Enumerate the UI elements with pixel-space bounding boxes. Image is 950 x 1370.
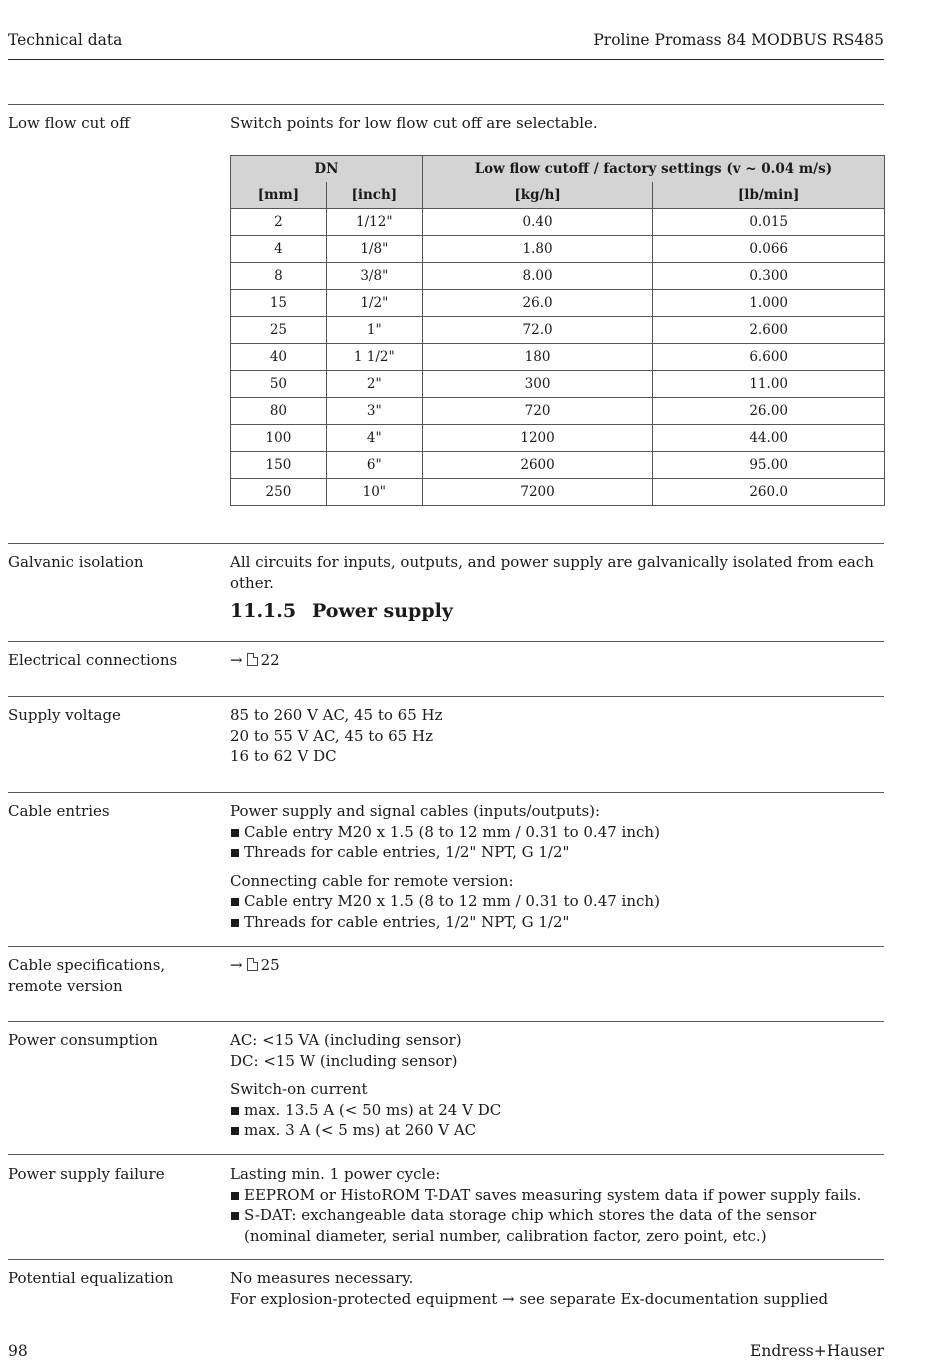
cell-mm: 40	[231, 344, 327, 371]
potential-line: For explosion-protected equipment → see separate Ex-documentation supplied	[230, 1289, 829, 1308]
bullet-item: S-DAT: exchangeable data storage chip which stores the data of the sensor (nominal diameter, serial number, calibration factor, zero point, etc.)	[230, 1205, 885, 1246]
divider	[8, 1154, 884, 1155]
cell-kgh: 720	[422, 398, 653, 425]
section-heading	[230, 600, 453, 622]
divider	[8, 946, 884, 947]
cable-entries-content	[230, 801, 885, 932]
bullet-item: Cable entry M20 x 1.5 (8 to 12 mm / 0.31 to 0.47 inch)	[230, 891, 885, 912]
bullet-item: EEPROM or HistoROM T-DAT saves measuring system data if power supply fails.	[230, 1185, 885, 1206]
low-flow-intro: Switch points for low flow cut off are selectable.	[230, 114, 598, 132]
cell-kgh: 8.00	[422, 263, 653, 290]
cell-inch: 1/2"	[326, 290, 422, 317]
potential-line: No measures necessary.	[230, 1269, 414, 1287]
cell-mm: 250	[231, 479, 327, 506]
cell-inch: 1 1/2"	[326, 344, 422, 371]
cell-inch: 3/8"	[326, 263, 422, 290]
voltage-line: 16 to 62 V DC	[230, 747, 337, 765]
consumption-line: DC: <15 W (including sensor)	[230, 1051, 458, 1070]
cell-lbmin: 260.0	[653, 479, 885, 506]
cell-inch: 3"	[326, 398, 422, 425]
page-icon	[247, 958, 258, 971]
power-consumption-content	[230, 1030, 885, 1141]
section-title: Power supply	[312, 600, 453, 622]
divider	[8, 641, 884, 642]
table-row	[231, 479, 885, 506]
cell-kgh: 300	[422, 371, 653, 398]
cell-kgh: 7200	[422, 479, 653, 506]
table-group-cutoff: Low flow cutoff / factory settings (v ~ 0.04 m/s)	[422, 156, 884, 183]
cell-mm: 50	[231, 371, 327, 398]
cell-lbmin: 0.015	[653, 209, 885, 236]
galvanic-label: Galvanic isolation	[8, 553, 144, 571]
header-rule	[8, 59, 884, 60]
cell-kgh: 1200	[422, 425, 653, 452]
cell-lbmin: 95.00	[653, 452, 885, 479]
brand-name: Endress+Hauser	[750, 1342, 884, 1360]
cell-kgh: 0.40	[422, 209, 653, 236]
bullet-item: max. 3 A (< 5 ms) at 260 V AC	[230, 1120, 885, 1141]
divider	[8, 1021, 884, 1022]
cell-lbmin: 1.000	[653, 290, 885, 317]
page-number: 98	[8, 1342, 28, 1360]
header-section-title: Technical data	[8, 31, 123, 49]
cable-spec-reference	[230, 955, 885, 976]
divider	[8, 696, 884, 697]
bullet-item: Threads for cable entries, 1/2" NPT, G 1/2"	[230, 842, 885, 863]
voltage-line: 20 to 55 V AC, 45 to 65 Hz	[230, 726, 433, 745]
supply-voltage-label: Supply voltage	[8, 706, 121, 724]
cable-entries-heading: Connecting cable for remote version:	[230, 871, 514, 890]
electrical-reference	[230, 650, 885, 671]
power-consumption-label: Power consumption	[8, 1031, 158, 1049]
table-row	[231, 236, 885, 263]
cell-lbmin: 44.00	[653, 425, 885, 452]
bullet-item: max. 13.5 A (< 50 ms) at 24 V DC	[230, 1100, 885, 1121]
bullet-item: Cable entry M20 x 1.5 (8 to 12 mm / 0.31 to 0.47 inch)	[230, 822, 885, 843]
potential-label: Potential equalization	[8, 1269, 174, 1287]
low-flow-label: Low flow cut off	[8, 114, 130, 132]
supply-voltage-values	[230, 705, 885, 767]
arrow-icon: →	[230, 651, 243, 669]
cell-inch: 1/12"	[326, 209, 422, 236]
cell-mm: 80	[231, 398, 327, 425]
cell-lbmin: 6.600	[653, 344, 885, 371]
divider	[8, 543, 884, 544]
arrow-icon: →	[230, 956, 243, 974]
cell-kgh: 72.0	[422, 317, 653, 344]
cell-mm: 25	[231, 317, 327, 344]
power-failure-label: Power supply failure	[8, 1165, 165, 1183]
cell-inch: 1/8"	[326, 236, 422, 263]
table-row	[231, 344, 885, 371]
cell-mm: 4	[231, 236, 327, 263]
cell-lbmin: 0.066	[653, 236, 885, 263]
table-row	[231, 371, 885, 398]
galvanic-text: All circuits for inputs, outputs, and power supply are galvanically isolated from each other.	[230, 553, 874, 592]
power-failure-content	[230, 1164, 885, 1246]
cell-mm: 15	[231, 290, 327, 317]
cable-spec-label-line: Cable specifications,	[8, 956, 166, 974]
table-header-lbmin: [lb/min]	[653, 182, 885, 209]
switch-on-heading: Switch-on current	[230, 1080, 368, 1098]
cable-entries-heading: Power supply and signal cables (inputs/outputs):	[230, 802, 601, 820]
table-header-inch: [inch]	[326, 182, 422, 209]
cell-lbmin: 26.00	[653, 398, 885, 425]
cell-inch: 1"	[326, 317, 422, 344]
page-icon	[247, 653, 258, 666]
cell-kgh: 1.80	[422, 236, 653, 263]
consumption-line: AC: <15 VA (including sensor)	[230, 1031, 462, 1049]
cell-lbmin: 0.300	[653, 263, 885, 290]
table-row	[231, 209, 885, 236]
electrical-label: Electrical connections	[8, 651, 178, 669]
cell-lbmin: 11.00	[653, 371, 885, 398]
cable-spec-label-line: remote version	[8, 976, 123, 995]
cell-inch: 6"	[326, 452, 422, 479]
header-product-title: Proline Promass 84 MODBUS RS485	[593, 31, 884, 49]
table-header-kgh: [kg/h]	[422, 182, 653, 209]
table-row	[231, 452, 885, 479]
power-failure-heading: Lasting min. 1 power cycle:	[230, 1165, 441, 1183]
potential-content	[230, 1268, 885, 1309]
cell-kgh: 26.0	[422, 290, 653, 317]
low-flow-table	[230, 155, 885, 506]
voltage-line: 85 to 260 V AC, 45 to 65 Hz	[230, 706, 443, 724]
cell-inch: 4"	[326, 425, 422, 452]
divider	[8, 792, 884, 793]
cell-mm: 2	[231, 209, 327, 236]
cell-mm: 150	[231, 452, 327, 479]
cable-spec-label	[8, 955, 218, 996]
cell-inch: 2"	[326, 371, 422, 398]
table-group-dn: DN	[231, 156, 423, 183]
table-row	[231, 290, 885, 317]
table-row	[231, 263, 885, 290]
cell-inch: 10"	[326, 479, 422, 506]
page-reference[interactable]: 25	[260, 956, 280, 974]
cell-mm: 100	[231, 425, 327, 452]
table-row	[231, 425, 885, 452]
bullet-item: Threads for cable entries, 1/2" NPT, G 1/2"	[230, 912, 885, 933]
divider	[8, 1259, 884, 1260]
table-row	[231, 398, 885, 425]
cell-kgh: 180	[422, 344, 653, 371]
table-row	[231, 317, 885, 344]
cell-mm: 8	[231, 263, 327, 290]
page-reference[interactable]: 22	[260, 651, 280, 669]
divider	[8, 104, 884, 105]
cell-kgh: 2600	[422, 452, 653, 479]
cell-lbmin: 2.600	[653, 317, 885, 344]
table-header-mm: [mm]	[231, 182, 327, 209]
cable-entries-label: Cable entries	[8, 802, 110, 820]
section-number: 11.1.5	[230, 600, 297, 622]
